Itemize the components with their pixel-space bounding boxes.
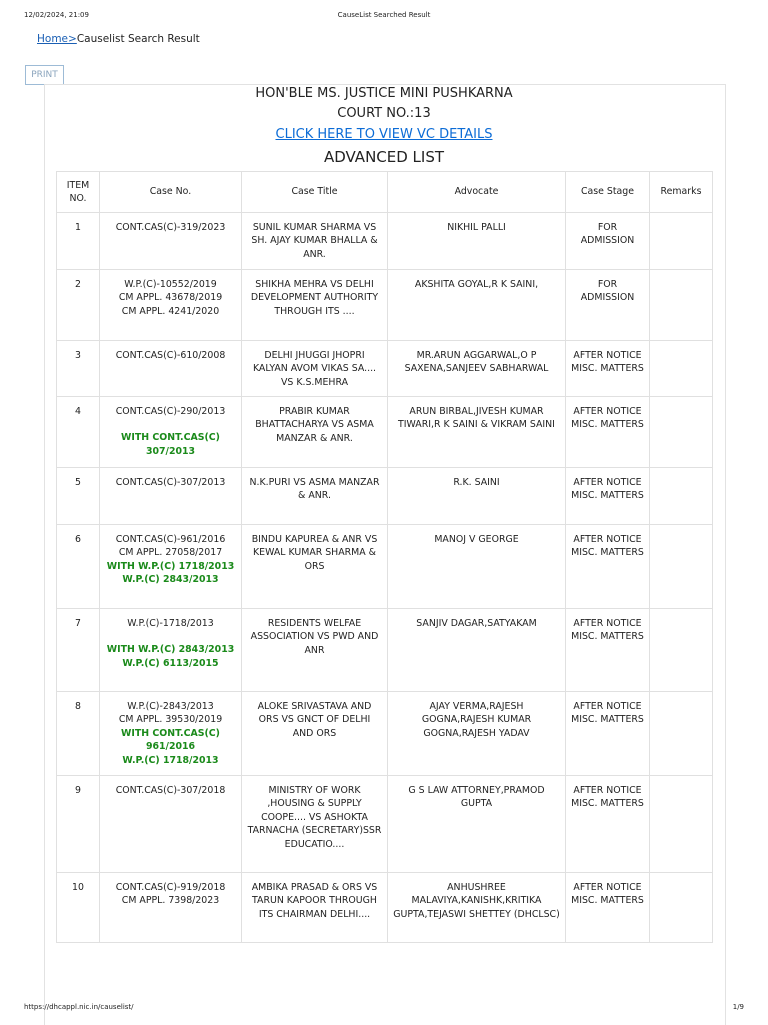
remarks	[650, 873, 713, 943]
print-datetime: 12/02/2024, 21:09	[24, 11, 89, 19]
causelist-table	[56, 171, 713, 943]
remarks	[650, 468, 713, 525]
case-no: W.P.(C)-2843/2013 CM APPL. 39530/2019 WITH CONT.CAS(C) 961/2016 W.P.(C) 1718/2013	[100, 692, 242, 776]
item-no: 9	[57, 776, 100, 873]
linked-case: W.P.(C) 1718/2013	[122, 754, 219, 766]
case-stage: AFTER NOTICE MISC. MATTERS	[566, 692, 650, 776]
linked-case: W.P.(C) 2843/2013	[122, 574, 219, 586]
col-item-no: ITEM NO.	[57, 172, 100, 213]
item-no: 2	[57, 270, 100, 341]
table-row	[57, 397, 713, 468]
item-no: 6	[57, 525, 100, 609]
court-number: COURT NO.:13	[337, 106, 431, 121]
cm-appl: CM APPL. 27058/2017	[118, 547, 223, 559]
case-stage: FOR ADMISSION	[566, 270, 650, 341]
table-row	[57, 692, 713, 776]
remarks	[650, 609, 713, 692]
col-case-stage: Case Stage	[566, 172, 650, 213]
advocate: AJAY VERMA,RAJESH GOGNA,RAJESH KUMAR GOGNA,RAJESH YADAV	[388, 692, 566, 776]
table-header-row	[57, 172, 713, 213]
table-row	[57, 468, 713, 525]
case-title: SUNIL KUMAR SHARMA VS SH. AJAY KUMAR BHALLA & ANR.	[242, 213, 388, 270]
case-title: N.K.PURI VS ASMA MANZAR & ANR.	[242, 468, 388, 525]
case-stage: AFTER NOTICE MISC. MATTERS	[566, 609, 650, 692]
print-page-number: 1/9	[732, 1003, 744, 1011]
remarks	[650, 776, 713, 873]
table-row	[57, 776, 713, 873]
table-row	[57, 609, 713, 692]
print-button[interactable]: PRINT	[25, 65, 64, 85]
cm-appl: CM APPL. 7398/2023	[121, 895, 220, 907]
linked-case: W.P.(C) 6113/2015	[122, 657, 219, 669]
case-title: AMBIKA PRASAD & ORS VS TARUN KAPOOR THROUGH ITS CHAIRMAN DELHI....	[242, 873, 388, 943]
case-title: MINISTRY OF WORK ,HOUSING & SUPPLY COOPE.... VS ASHOKTA TARNACHA (SECRETARY)SSR EDUCATIO....	[242, 776, 388, 873]
linked-case: WITH W.P.(C) 2843/2013	[106, 644, 235, 656]
remarks	[650, 692, 713, 776]
advocate: R.K. SAINI	[388, 468, 566, 525]
remarks	[650, 213, 713, 270]
breadcrumb-home-link[interactable]: Home>	[37, 33, 77, 45]
table-row	[57, 270, 713, 341]
case-no: W.P.(C)-1718/2013 WITH W.P.(C) 2843/2013 W.P.(C) 6113/2015	[100, 609, 242, 692]
cm-appl: CM APPL. 43678/2019	[118, 292, 223, 304]
remarks	[650, 270, 713, 341]
linked-case: WITH W.P.(C) 1718/2013	[106, 560, 235, 572]
item-no: 4	[57, 397, 100, 468]
col-remarks: Remarks	[650, 172, 713, 213]
case-title: BINDU KAPUREA & ANR VS KEWAL KUMAR SHARMA & ORS	[242, 525, 388, 609]
case-stage: AFTER NOTICE MISC. MATTERS	[566, 397, 650, 468]
case-stage: AFTER NOTICE MISC. MATTERS	[566, 525, 650, 609]
advocate: MANOJ V GEORGE	[388, 525, 566, 609]
case-no: W.P.(C)-10552/2019 CM APPL. 43678/2019 CM APPL. 4241/2020	[100, 270, 242, 341]
breadcrumb-current: Causelist Search Result	[76, 33, 200, 45]
advocate: NIKHIL PALLI	[388, 213, 566, 270]
col-case-no: Case No.	[100, 172, 242, 213]
item-no: 10	[57, 873, 100, 943]
case-title: RESIDENTS WELFAE ASSOCIATION VS PWD AND ANR	[242, 609, 388, 692]
advocate: AKSHITA GOYAL,R K SAINI,	[388, 270, 566, 341]
item-no: 1	[57, 213, 100, 270]
remarks	[650, 397, 713, 468]
col-advocate: Advocate	[388, 172, 566, 213]
remarks	[650, 525, 713, 609]
case-no: CONT.CAS(C)-319/2023	[100, 213, 242, 270]
justice-name: HON'BLE MS. JUSTICE MINI PUSHKARNA	[255, 86, 513, 101]
advocate: ANHUSHREE MALAVIYA,KANISHK,KRITIKA GUPTA,TEJASWI SHETTEY (DHCLSC)	[388, 873, 566, 943]
case-stage: AFTER NOTICE MISC. MATTERS	[566, 468, 650, 525]
case-no: CONT.CAS(C)-961/2016 CM APPL. 27058/2017 WITH W.P.(C) 1718/2013 W.P.(C) 2843/2013	[100, 525, 242, 609]
vc-details-link[interactable]: CLICK HERE TO VIEW VC DETAILS	[275, 127, 493, 142]
case-no: CONT.CAS(C)-307/2013	[100, 468, 242, 525]
case-no: CONT.CAS(C)-307/2018	[100, 776, 242, 873]
case-stage: FOR ADMISSION	[566, 213, 650, 270]
table-row	[57, 213, 713, 270]
advocate: ARUN BIRBAL,JIVESH KUMAR TIWARI,R K SAINI & VIKRAM SAINI	[388, 397, 566, 468]
item-no: 8	[57, 692, 100, 776]
table-row	[57, 873, 713, 943]
item-no: 3	[57, 341, 100, 397]
remarks	[650, 341, 713, 397]
case-title: SHIKHA MEHRA VS DELHI DEVELOPMENT AUTHORITY THROUGH ITS ....	[242, 270, 388, 341]
list-type-heading: ADVANCED LIST	[323, 148, 445, 166]
case-title: ALOKE SRIVASTAVA AND ORS VS GNCT OF DELHI AND ORS	[242, 692, 388, 776]
case-no: CONT.CAS(C)-290/2013 WITH CONT.CAS(C) 307/2013	[100, 397, 242, 468]
linked-case: WITH CONT.CAS(C) 961/2016	[121, 727, 220, 753]
cm-appl: CM APPL. 39530/2019	[118, 714, 223, 726]
case-no: CONT.CAS(C)-610/2008	[100, 341, 242, 397]
advocate: MR.ARUN AGGARWAL,O P SAXENA,SANJEEV SABHARWAL	[388, 341, 566, 397]
advocate: G S LAW ATTORNEY,PRAMOD GUPTA	[388, 776, 566, 873]
case-title: DELHI JHUGGI JHOPRI KALYAN AVOM VIKAS SA.... VS K.S.MEHRA	[242, 341, 388, 397]
advocate: SANJIV DAGAR,SATYAKAM	[388, 609, 566, 692]
table-row	[57, 525, 713, 609]
linked-case: WITH CONT.CAS(C) 307/2013	[121, 432, 220, 457]
print-url: https://dhcappl.nic.in/causelist/	[24, 1003, 134, 1011]
col-case-title: Case Title	[242, 172, 388, 213]
cm-appl: CM APPL. 4241/2020	[121, 305, 220, 317]
item-no: 5	[57, 468, 100, 525]
breadcrumb	[37, 33, 200, 45]
case-title: PRABIR KUMAR BHATTACHARYA VS ASMA MANZAR & ANR.	[242, 397, 388, 468]
print-page-title: CauseList Searched Result	[337, 11, 431, 19]
item-no: 7	[57, 609, 100, 692]
case-stage: AFTER NOTICE MISC. MATTERS	[566, 776, 650, 873]
case-stage: AFTER NOTICE MISC. MATTERS	[566, 341, 650, 397]
table-row	[57, 341, 713, 397]
case-no: CONT.CAS(C)-919/2018 CM APPL. 7398/2023	[100, 873, 242, 943]
case-stage: AFTER NOTICE MISC. MATTERS	[566, 873, 650, 943]
